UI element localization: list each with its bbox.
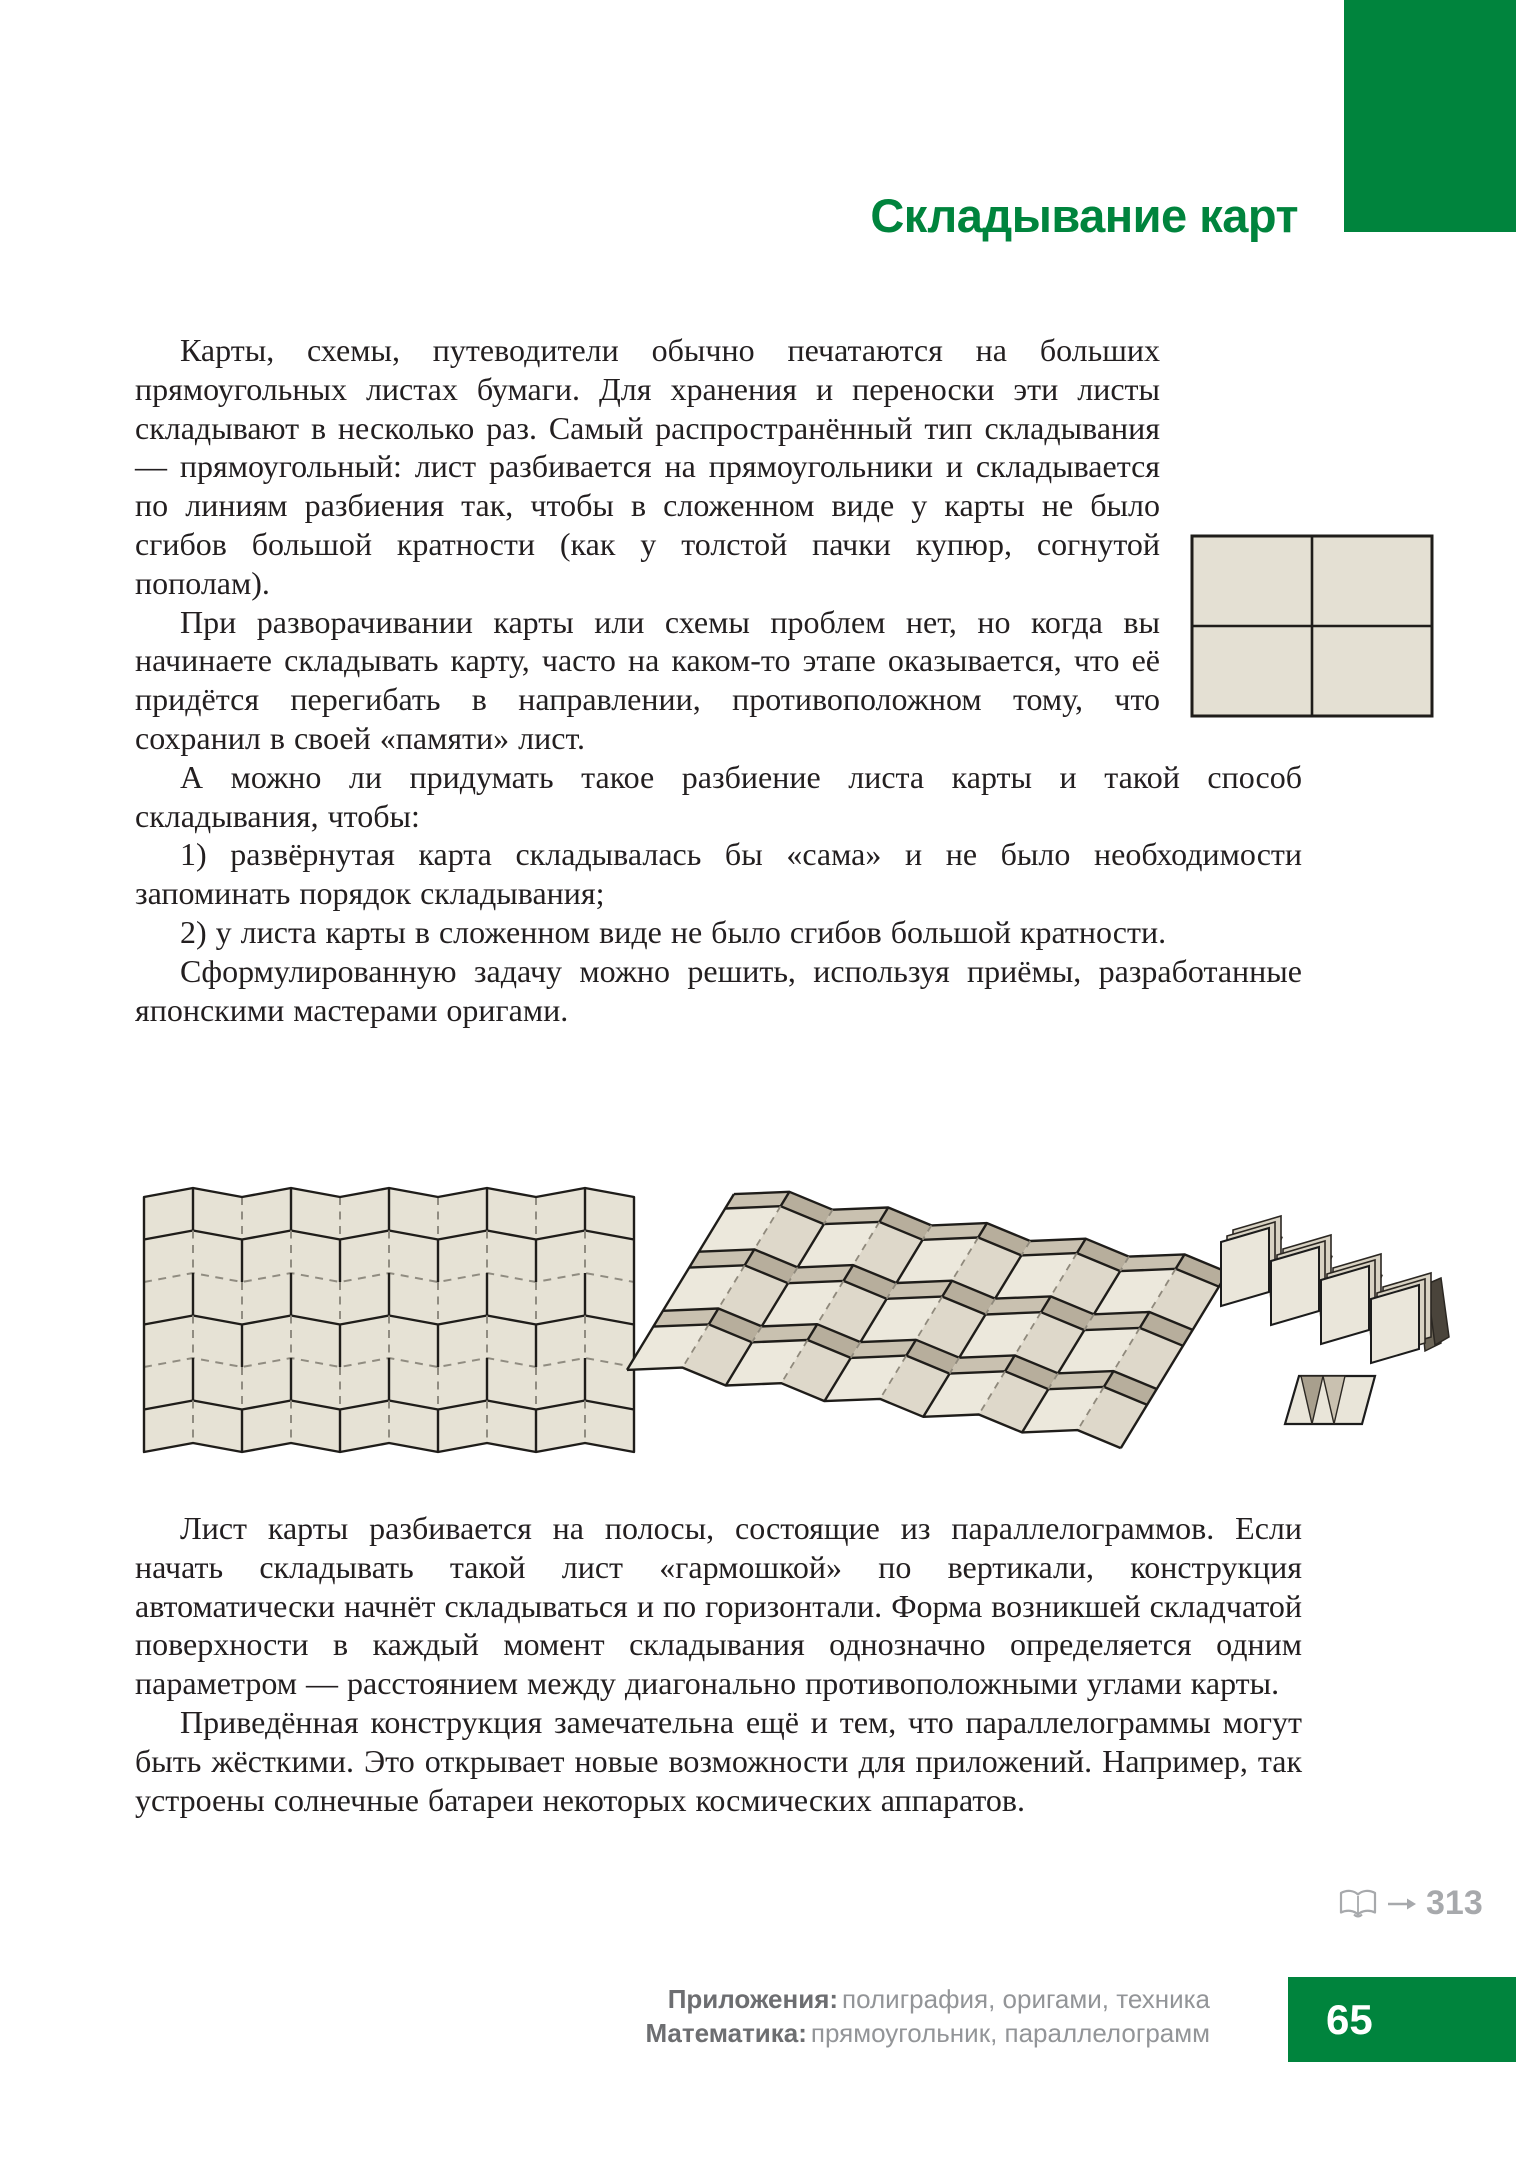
crossref-number: 313 bbox=[1426, 1884, 1483, 1922]
crossref-marker bbox=[1338, 1884, 1483, 1923]
footer-applications-text: полиграфия, оригами, техника bbox=[842, 1984, 1210, 2014]
paragraph-5-list-item-2: 2) у листа карты в сложенном виде не было сгибов большой кратности. bbox=[180, 913, 1167, 950]
body-text-block-1 bbox=[135, 331, 1302, 1029]
page-number: 65 bbox=[1326, 1995, 1373, 2043]
footer-applications-label: Приложения: bbox=[667, 1984, 839, 2014]
paragraph-8: Приведённая конструкция замечательна ещё и тем, что параллелограммы могут быть жёсткими. Это открывает новые возможности для приложений. Например, так устроены солнечные батареи некоторых космических аппаратов. bbox=[135, 1703, 1302, 1818]
paragraph-7: Лист карты разбивается на полосы, состоящие из параллелограммов. Если начать складывать такой лист «гармошкой» по вертикали, конструкция автоматически начнёт складываться и по горизонтали. Форма возникшей складчатой поверхности в каждый момент складывания однозначно определяется одним параметром — расстоянием между диагонально противоположными углами карты. bbox=[135, 1510, 1302, 1702]
header-green-block bbox=[1344, 0, 1516, 232]
open-book-icon bbox=[1338, 1888, 1378, 1919]
figure-map-divided-2x2 bbox=[1190, 534, 1434, 718]
paragraph-4-list-item-1: 1) развёрнутая карта складывалась бы «сама» и не было необходимости запоминать порядок складывания; bbox=[135, 836, 1302, 912]
footer-math-text: прямоугольник, параллелограмм bbox=[810, 2018, 1210, 2048]
arrow-right-icon bbox=[1387, 1896, 1417, 1912]
footer-tags bbox=[645, 1982, 1210, 2050]
body-text-block-2 bbox=[135, 1509, 1302, 1819]
paragraph-3: А можно ли придумать такое разбиение листа карты и такой способ складывания, чтобы: bbox=[135, 758, 1302, 834]
figure-partially-folded-sheet bbox=[608, 1140, 1248, 1460]
footer-math-label: Математика: bbox=[645, 2018, 807, 2048]
paragraph-2: При разворачивании карты или схемы проблем нет, но когда вы начинаете складывать карту, часто на каком-то этапе оказывается, что её придётся перегибать в направлении, противоположном тому, что сохранил в своей «памяти» лист. bbox=[135, 603, 1160, 756]
figure-miura-crease-pattern bbox=[140, 1184, 640, 1456]
figure-accordion-and-folded-stack bbox=[1205, 1168, 1510, 1448]
page-title: Складывание карт bbox=[870, 189, 1298, 242]
paragraph-1: Карты, схемы, путеводители обычно печатаются на больших прямоугольных листах бумаги. Для хранения и переноски эти листы складывают в несколько раз. Самый распространённый тип складывания — прямоугольный: лист разбивается на прямоугольники и складывается по линиям разбиения так, чтобы в сложенном виде у карты не было сгибов большой кратности (как у толстой пачки купюр, согнутой пополам). bbox=[135, 332, 1160, 601]
footer-math-line bbox=[645, 2016, 1210, 2050]
footer-applications-line bbox=[645, 1982, 1210, 2016]
page-number-box bbox=[1288, 1977, 1516, 2062]
paragraph-6: Сформулированную задачу можно решить, используя приёмы, разработанные японскими мастерами оригами. bbox=[135, 952, 1302, 1028]
